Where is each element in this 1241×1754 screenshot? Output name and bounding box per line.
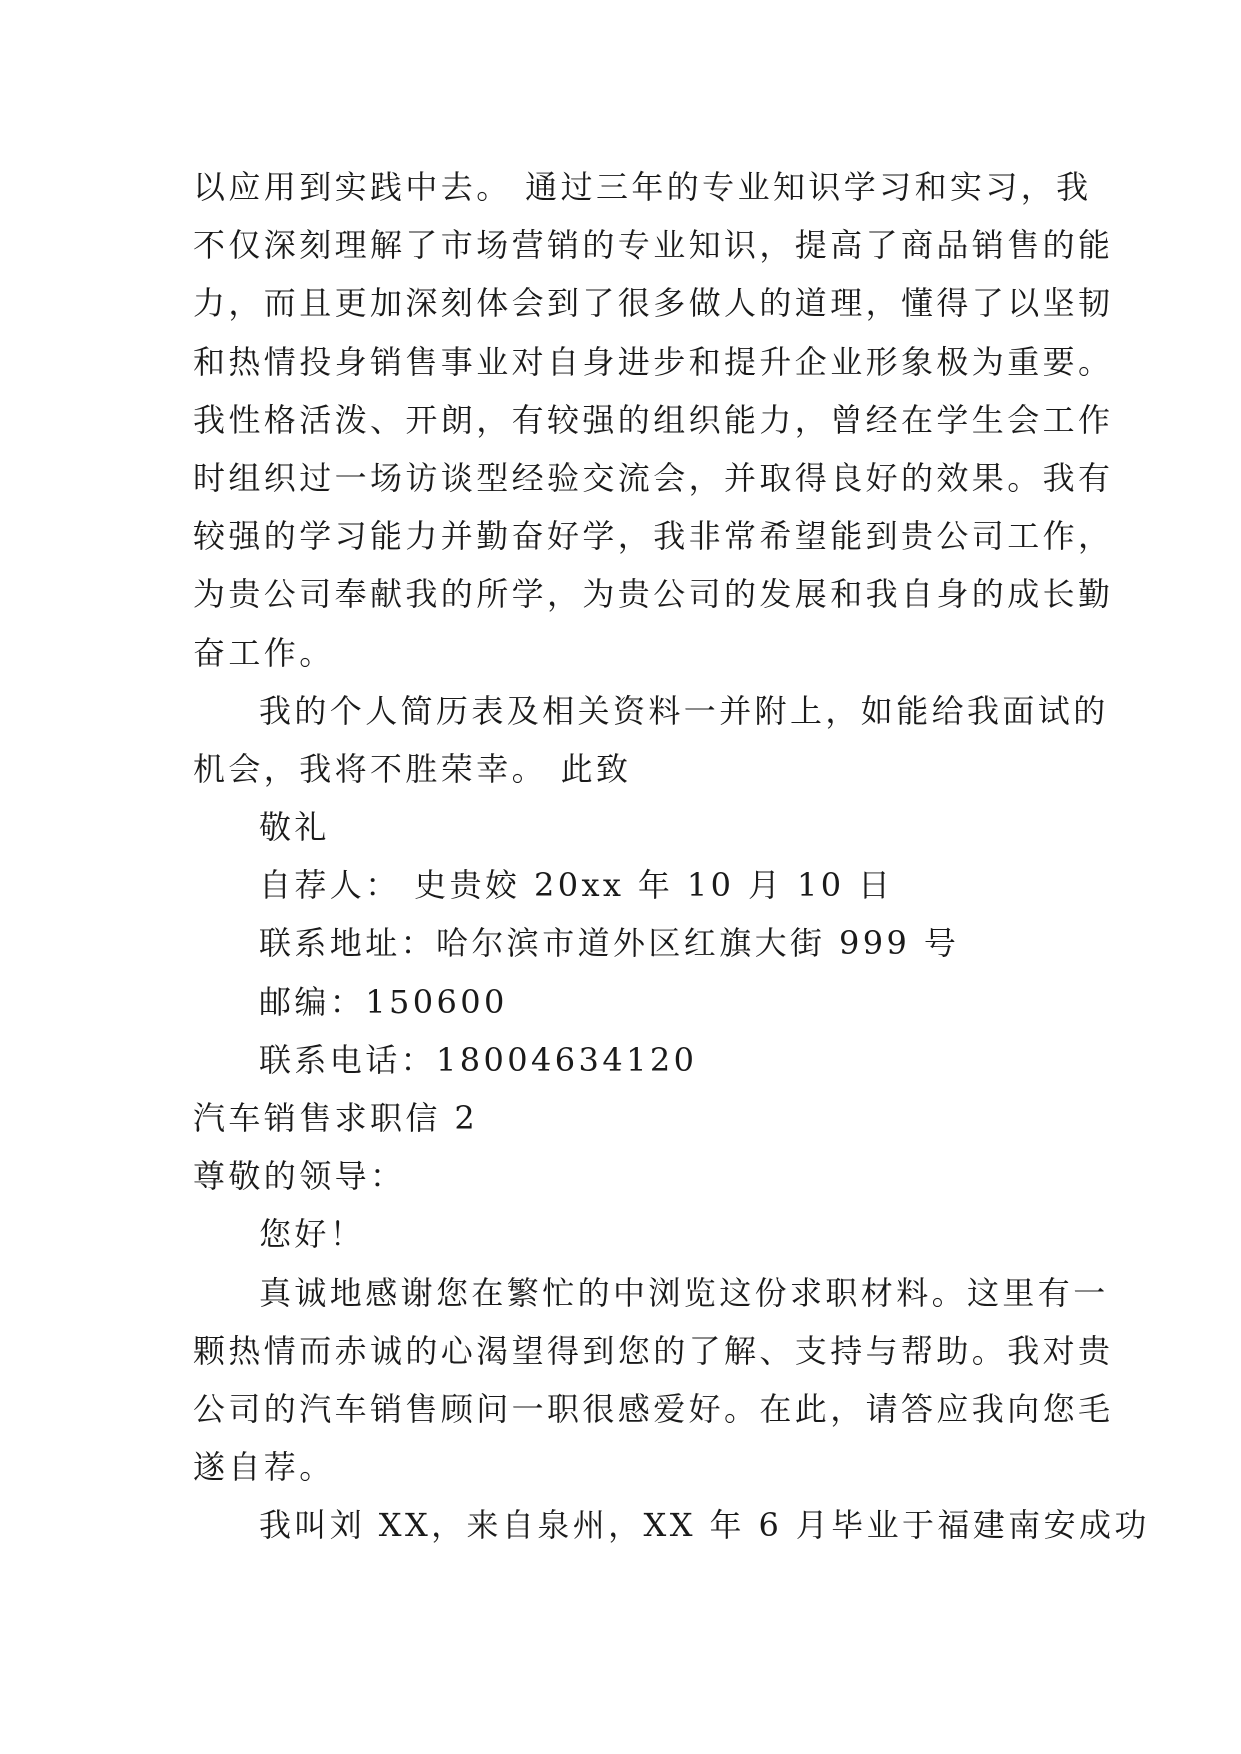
text-line: 汽车销售求职信 2 bbox=[193, 1099, 479, 1137]
text-line: 联系地址：哈尔滨市道外区红旗大街 999 号 bbox=[259, 924, 960, 963]
text-line: 和热情投身销售事业对自身进步和提升企业形象极为重要。 bbox=[193, 342, 1114, 381]
text-line: 敬礼 bbox=[259, 808, 330, 847]
text-line: 邮编：150600 bbox=[259, 982, 508, 1021]
text-line: 机会，我将不胜荣幸。 此致 bbox=[193, 749, 632, 788]
text-line: 我的个人简历表及相关资料一并附上，如能给我面试的 bbox=[259, 691, 1109, 730]
text-line: 自荐人： 史贵姣 20xx 年 10 月 10 日 bbox=[259, 866, 894, 905]
text-line: 时组织过一场访谈型经验交流会，并取得良好的效果。我有 bbox=[193, 458, 1114, 497]
text-line: 以应用到实践中去。 通过三年的专业知识学习和实习，我 bbox=[193, 168, 1092, 206]
text-line: 我叫刘 XX，来自泉州，XX 年 6 月毕业于福建南安成功 bbox=[259, 1506, 1150, 1545]
letter-body bbox=[193, 158, 1150, 1555]
text-line: 真诚地感谢您在繁忙的中浏览这份求职材料。这里有一 bbox=[259, 1273, 1109, 1312]
text-line: 颗热情而赤诚的心渴望得到您的了解、支持与帮助。我对贵 bbox=[193, 1331, 1114, 1370]
text-line: 公司的汽车销售顾问一职很感爱好。在此，请答应我向您毛 bbox=[193, 1389, 1114, 1428]
text-line: 您好！ bbox=[259, 1215, 366, 1254]
text-line: 尊敬的领导： bbox=[193, 1157, 406, 1196]
text-line: 联系电话：18004634120 bbox=[259, 1040, 698, 1079]
text-line: 遂自荐。 bbox=[193, 1448, 335, 1487]
text-line: 为贵公司奉献我的所学，为贵公司的发展和我自身的成长勤 bbox=[193, 575, 1114, 614]
text-line: 我性格活泼、开朗，有较强的组织能力，曾经在学生会工作 bbox=[193, 400, 1114, 439]
text-line: 不仅深刻理解了市场营销的专业知识，提高了商品销售的能 bbox=[193, 226, 1114, 265]
text-line: 力，而且更加深刻体会到了很多做人的道理，懂得了以坚韧 bbox=[193, 284, 1114, 323]
text-line: 较强的学习能力并勤奋好学，我非常希望能到贵公司工作， bbox=[193, 517, 1114, 556]
text-line: 奋工作。 bbox=[193, 633, 335, 672]
